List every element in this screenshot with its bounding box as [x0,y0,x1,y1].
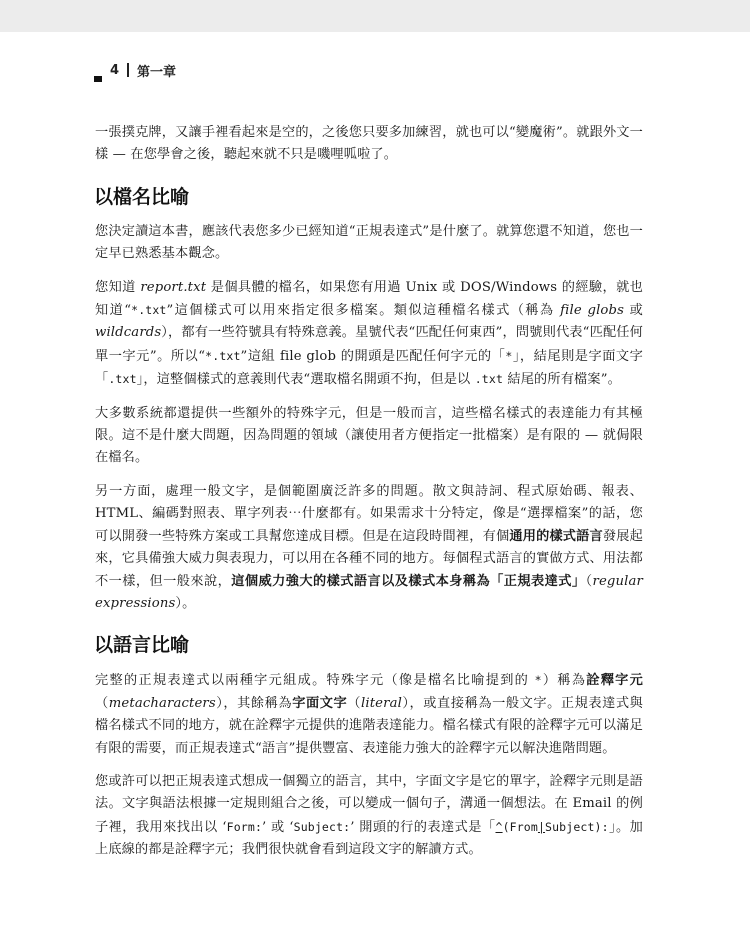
inline-code: .txt [474,372,504,387]
regex-literal: Subject): [545,819,609,834]
regex-metachar: | [537,819,546,834]
inline-code: *.txt [131,303,167,318]
regex-literal: (From [502,819,538,834]
inline-code: * [534,673,542,688]
chapter-label: 第一章 [137,64,177,80]
inline-italic: file globs [560,303,625,319]
inline-code: Form: [226,819,263,834]
top-band [0,0,750,32]
paragraph: 您或許可以把正規表達式想成一個獨立的語言，其中，字面文字是它的單字，詮釋字元則是語法。文字與語法根據一定規則組合之後，可以變成一個句子，溝通一個想法。在 Email 的例子裡，我用來找出以 ‘Form:’ 或 ‘Subject:’ 開頭的行的表達式是「^(From|Subject):」。加上底線的都是詮釋字元；我們很快就會看到這段文字的解讀方式。 [95,773,643,858]
inline-bold: 通用的樣式語言 [509,528,603,544]
header-marker [94,76,102,82]
inline-code: .txt [108,372,137,387]
paragraph: 大多數系統都還提供一些額外的特殊字元，但是一般而言，這些檔名樣式的表達能力有其極限。這不是什麼大問題，因為問題的領域（讓使用者方便指定一批檔案）是有限的 — 就侷限在檔名。 [95,405,643,466]
paragraph: 完整的正規表達式以兩種字元組成。特殊字元（像是檔名比喻提到的 *）稱為詮釋字元（metacharacters），其餘稱為字面文字（literal），或直接稱為一般文字。正規表達式與檔名樣式不同的地方，就在詮釋字元提供的進階表達能力。檔名樣式有限的詮釋字元可以滿足有限的需要，而正規表達式“語言”提供豐富、表達能力強大的詮釋字元以解決進階問題。 [95,673,643,756]
section-title-language-analogy: 以語言比喻 [94,634,190,657]
paragraph: 另一方面，處理一般文字，是個範圍廣泛許多的問題。散文與詩詞、程式原始碼、報表、HTML、編碼對照表、單字列表⋯什麼都有。如果需求十分特定，像是“選擇檔案”的話，您可以開發一些特殊方案或工具幫您達成目標。但是在這段時間裡，有個通用的樣式語言發展起來，它具備強大威力與表現力，可以用在各種不同的地方。每個程式語言的實做方式、用法都不一樣，但一般來說，這個威力強大的樣式語言以及樣式本身稱為「正規表達式」（regular expressions）。 [95,483,643,611]
inline-bold: 這個威力強大的樣式語言以及樣式本身稱為「正規表達式」 [231,573,586,589]
page-number: 4 [110,62,120,78]
inline-italic: report.txt [140,279,207,295]
section-title-filename-analogy: 以檔名比喻 [94,185,190,208]
inline-italic: metacharacters [108,695,216,711]
inline-italic: regular expressions [95,573,643,611]
page-body [95,122,643,873]
paragraph: 您決定讀這本書，應該代表您多少已經知道“正規表達式”是什麼了。就算您還不知道，您也一定早已熟悉基本觀念。 [95,223,643,262]
inline-code: * [505,348,513,363]
inline-code: *.txt [205,348,241,363]
paragraph-intro: 一張撲克牌，又讓手裡看起來是空的，之後您只要多加練習，就也可以“變魔術”。就跟外文一樣 — 在您學會之後，聽起來就不只是嘰哩呱啦了。 [95,125,643,163]
running-header [96,60,176,80]
inline-bold: 字面文字 [292,695,348,711]
inline-italic: literal [360,695,402,711]
regex-metachar: ^ [495,819,503,834]
inline-italic: wildcards [95,325,162,341]
paragraph: 您知道 report.txt 是個具體的檔名，如果您有用過 Unix 或 DOS/Windows 的經驗，就也知道“*.txt”這個樣式可以用來指定很多檔案。類似這種檔名樣式（稱為 file globs 或 wildcards），都有一些符號具有特殊意義。星號代表“匹配任何東西”，問號則代表“匹配任何單一字元”。所以“*.txt”這組 file glob 的開頭是匹配任何字元的「*」，結尾則是字面文字「.txt」，這整個樣式的意義則代表“選取檔名開頭不拘，但是以 .txt 結尾的所有檔案”。 [95,279,643,388]
header-separator [127,63,129,77]
inline-code: Subject: [293,819,351,834]
inline-bold: 詮釋字元 [586,673,643,689]
